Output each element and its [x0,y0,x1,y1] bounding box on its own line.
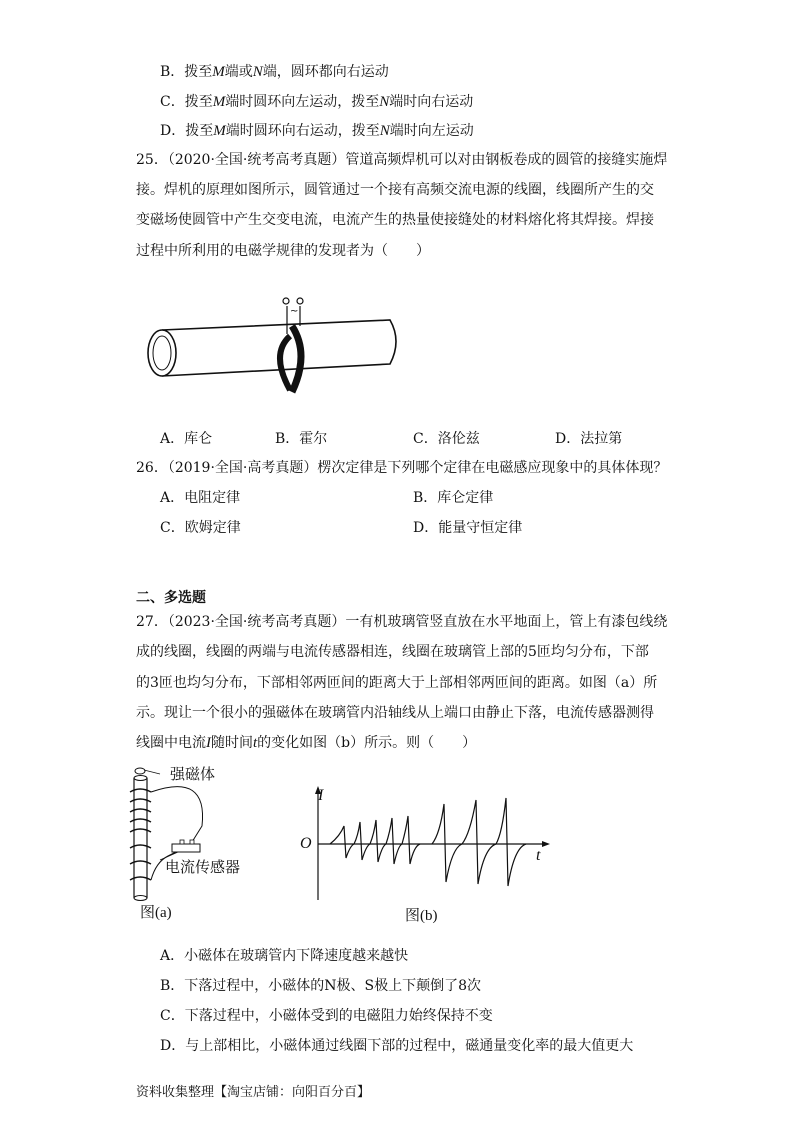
q25-option-d: D．法拉第 [555,431,623,447]
footer-source: 资料收集整理【淘宝店铺：向阳百分百】 [136,1085,371,1100]
figure-b-caption: 图(b) [405,908,438,924]
q25-option-a: A．库仑 [160,431,213,447]
q27-stem-line5: 线圈中电流I随时间t的变化如图（b）所示。则（ ） [136,735,477,751]
q27-figure-b [300,782,560,922]
q27-option-b: B．下落过程中，小磁体的N极、S极上下颠倒了8次 [160,978,482,994]
q26-option-d: D．能量守恒定律 [413,520,523,536]
figure-a-caption: 图(a) [140,905,172,921]
q25-stem-line2: 接。焊机的原理如图所示，圆管通过一个接有高频交流电源的线圈，线圈所产生的交 [136,182,654,198]
q27-option-a: A．小磁体在玻璃管内下降速度越来越快 [160,948,409,964]
q26-option-b: B．库仑定律 [413,490,494,506]
q27-stem-line2: 成的线圈，线圈的两端与电流传感器相连，线圈在玻璃管上部的5匝均匀分布，下部 [136,644,649,660]
q26-stem: 26．（2019·全国·高考真题）楞次定律是下列哪个定律在电磁感应现象中的具体体现？ [136,460,668,476]
current-waveform-upper [330,816,420,864]
q24-option-b: B．拨至M端或N端，圆环都向右运动 [160,64,389,80]
x-axis-label: t [536,847,541,864]
sensor-label: 电流传感器 [165,858,241,876]
q25-stem-line3: 变磁场使圆管中产生交变电流，电流产生的热量使接缝处的材料熔化将其焊接。焊接 [136,212,654,228]
y-axis-label: I [318,787,324,804]
q25-option-c: C．洛伦兹 [413,431,480,447]
ac-source-symbol: ~ [290,306,299,317]
q24-option-d: D．拨至M端时圆环向右运动，拨至N端时向左运动 [160,123,474,139]
current-waveform-lower [432,798,526,886]
q25-stem-line4: 过程中所利用的电磁学规律的发现者为（ ） [136,243,430,259]
q27-option-d: D．与上部相比，小磁体通过线圈下部的过程中，磁通量变化率的最大值更大 [160,1038,634,1054]
origin-label: O [300,835,312,852]
q25-stem-line1: 25．（2020·全国·统考高考真题）管道高频焊机可以对由钢板卷成的圆管的接缝实施焊 [136,152,668,168]
q26-option-a: A．电阻定律 [160,490,241,506]
q27-stem-line1: 27．（2023·全国·统考高考真题）一有机玻璃管竖直放在水平地面上，管上有漆包线绕 [136,614,668,630]
q25-welding-figure [140,292,420,412]
magnet-label: 强磁体 [170,765,216,783]
q27-stem-line3: 的3匝也均匀分布，下部相邻两匝间的距离大于上部相邻两匝间的距离。如图（a）所 [136,675,658,691]
q25-option-b: B．霍尔 [275,431,328,447]
section-title-multiple-choice: 二、多选题 [136,590,206,606]
q27-option-c: C．下落过程中，小磁体受到的电磁阻力始终保持不变 [160,1008,493,1024]
q24-option-c: C．拨至M端时圆环向左运动，拨至N端时向右运动 [160,94,474,110]
q27-stem-line4: 示。现让一个很小的强磁体在玻璃管内沿轴线从上端口由静止下落，电流传感器测得 [136,705,654,721]
q26-option-c: C．欧姆定律 [160,520,241,536]
